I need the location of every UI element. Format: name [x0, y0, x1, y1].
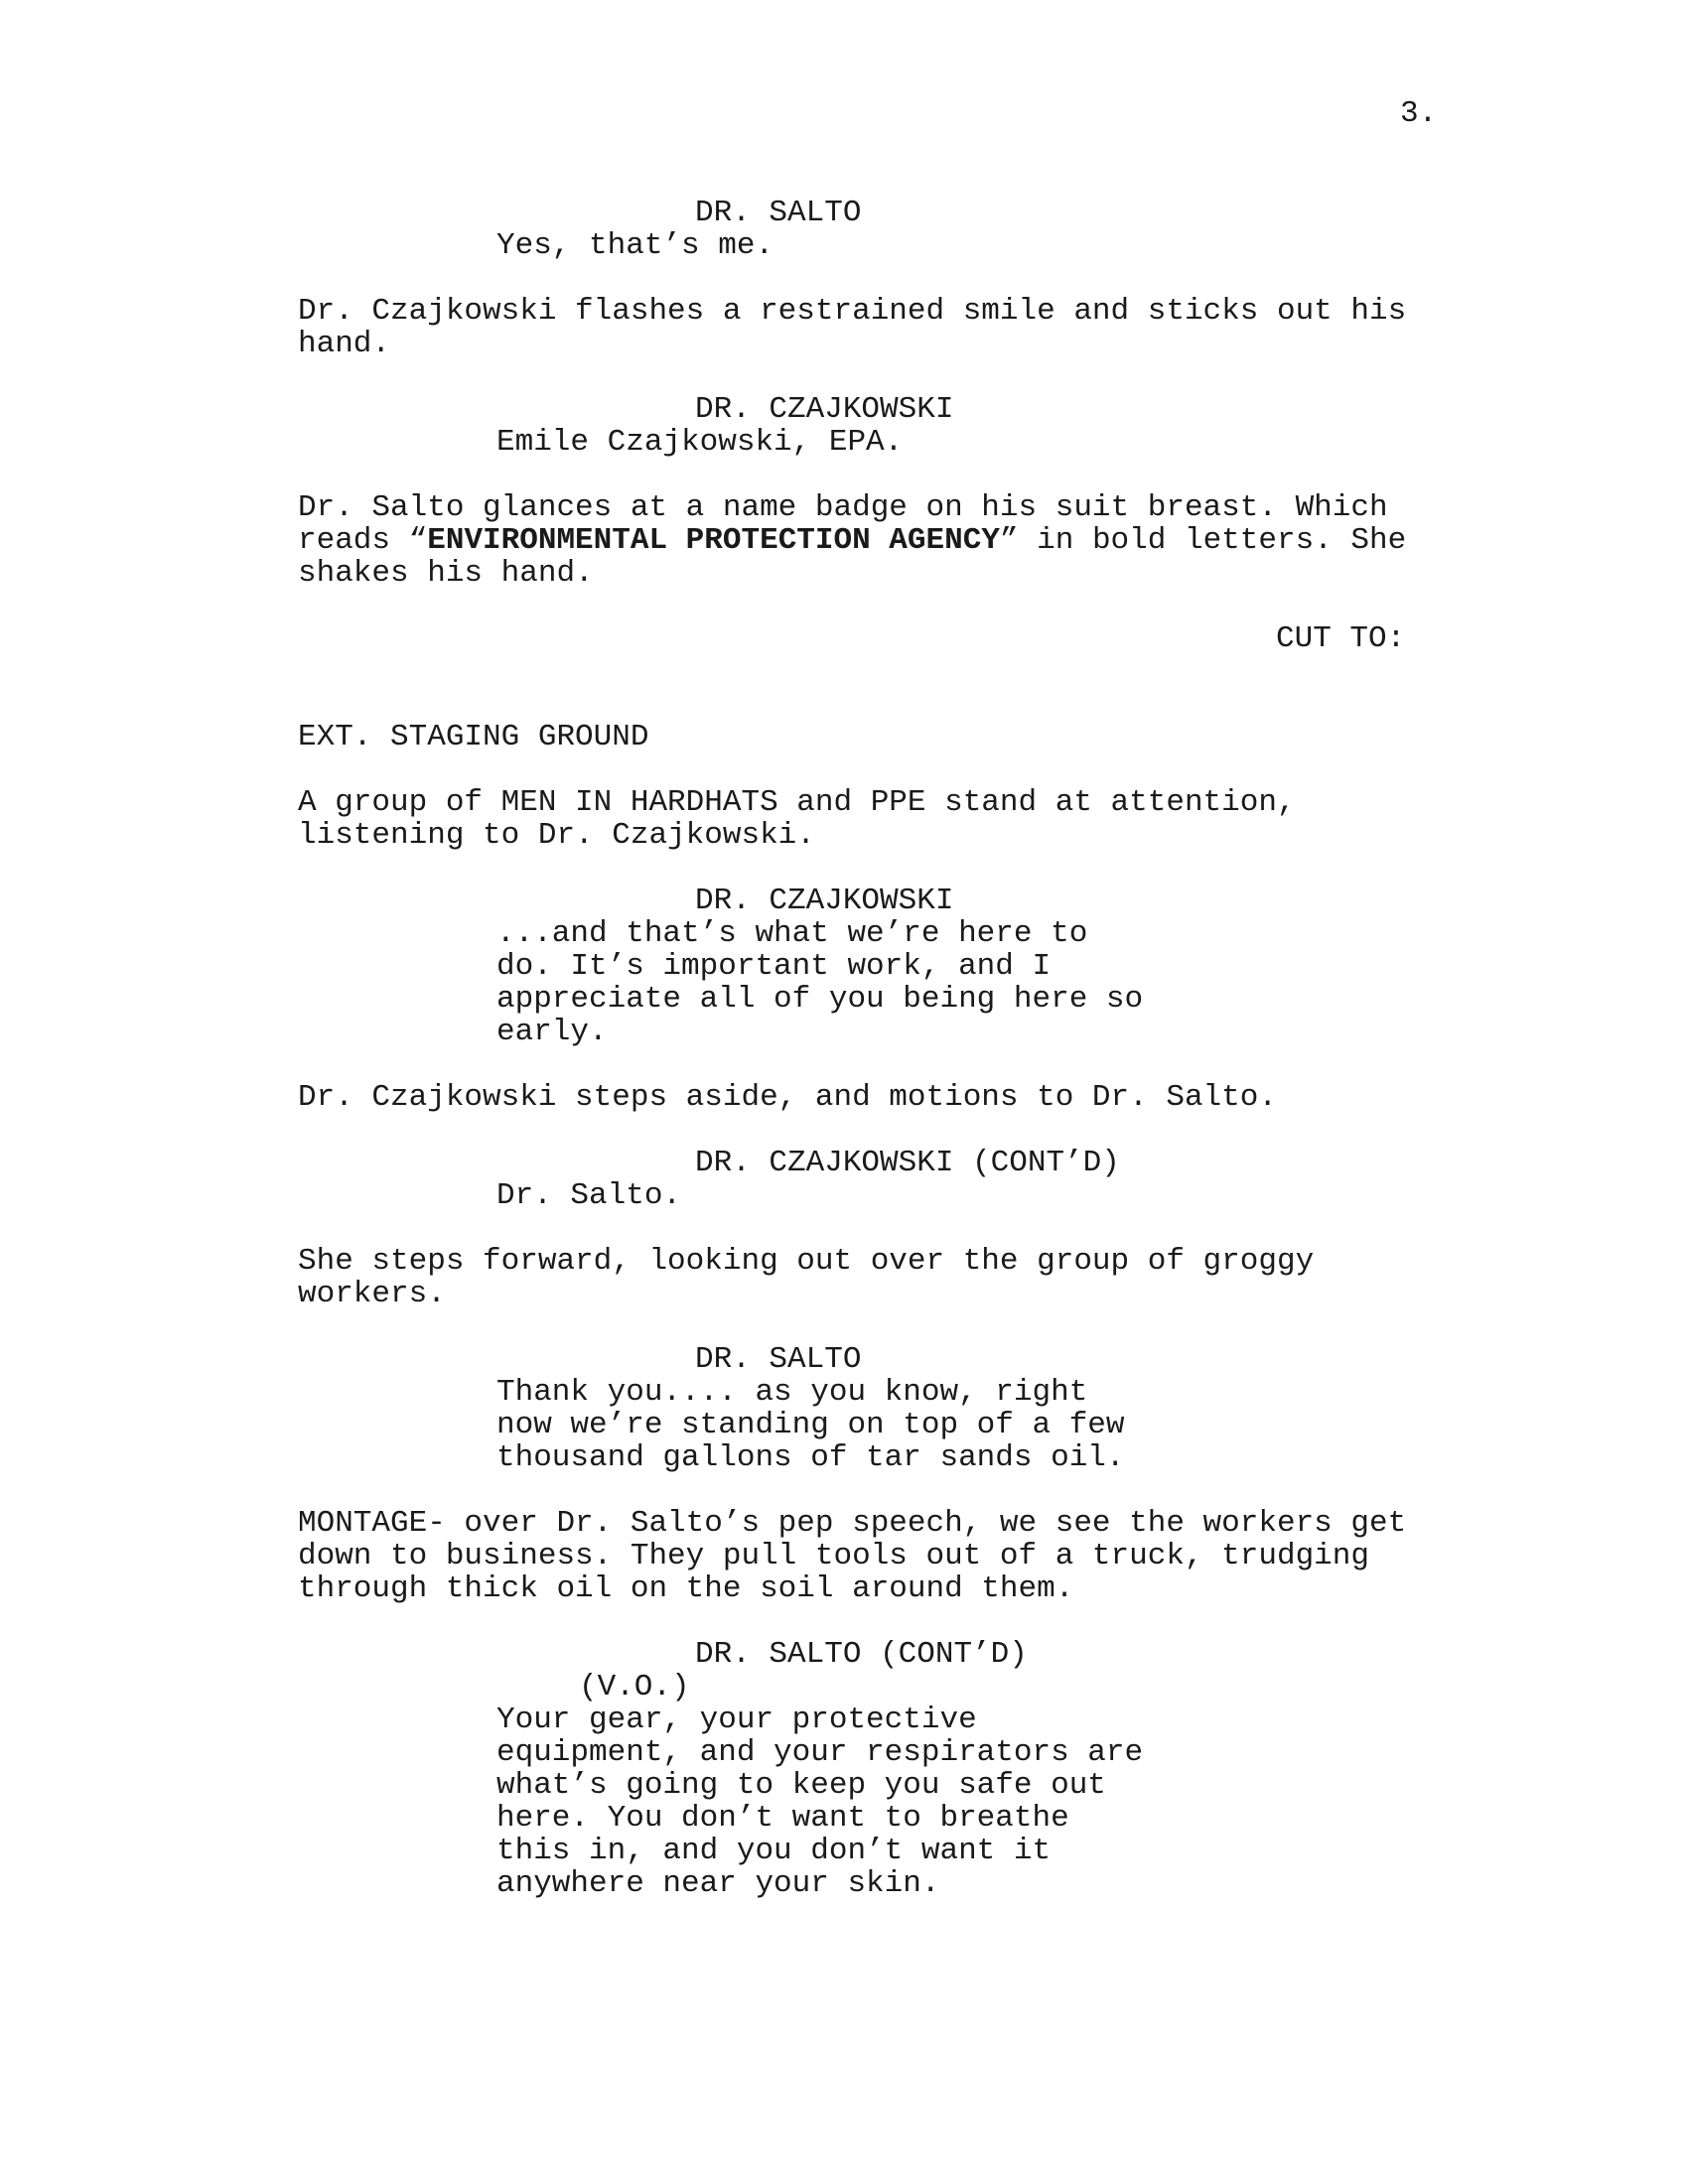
action-line: MONTAGE- over Dr. Salto’s pep speech, we see the workers get down to business. They pull tools out of a truck, trudging through thick oil on the soil around them. [298, 1506, 1407, 1606]
page-number: 3. [1400, 96, 1438, 131]
dialogue: Your gear, your protective equipment, and your respirators are what’s going to keep you safe out here. You don’t want to breathe this in, and you don’t want it anywhere near your skin. [496, 1703, 1144, 1901]
scene-heading: EXT. STAGING GROUND [298, 720, 649, 754]
action-line: Dr. Czajkowski flashes a restrained smile and sticks out his hand. [298, 294, 1407, 361]
character-cue: DR. SALTO [695, 1342, 862, 1377]
action-text: Dr. Salto glances at a name badge on his suit breast. Which reads “ [298, 490, 1388, 558]
action-line: Dr. Czajkowski steps aside, and motions to Dr. Salto. [298, 1080, 1277, 1115]
dialogue: Thank you.... as you know, right now we’re standing on top of a few thousand gallons of tar sands oil. [496, 1375, 1125, 1475]
dialogue: Emile Czajkowski, EPA. [496, 425, 904, 460]
parenthetical: (V.O.) [579, 1670, 690, 1705]
action-bold-text: ENVIRONMENTAL PROTECTION AGENCY [427, 523, 1000, 558]
action-line: She steps forward, looking out over the group of groggy workers. [298, 1244, 1315, 1311]
character-cue: DR. CZAJKOWSKI (CONT’D) [695, 1146, 1120, 1180]
character-cue: DR. SALTO (CONT’D) [695, 1637, 1028, 1672]
character-cue: DR. SALTO [695, 196, 862, 230]
action-text: ” in bold letters. She shakes his hand. [298, 523, 1407, 591]
dialogue: Dr. Salto. [496, 1178, 682, 1213]
dialogue: Yes, that’s me. [496, 228, 774, 263]
action-line [298, 491, 1460, 590]
dialogue: ...and that’s what we’re here to do. It’s important work, and I appreciate all of you being here so early. [496, 916, 1144, 1049]
character-cue: DR. CZAJKOWSKI [695, 884, 954, 918]
screenplay-body [298, 197, 1489, 1900]
action-line: A group of MEN IN HARDHATS and PPE stand at attention, listening to Dr. Czajkowski. [298, 785, 1296, 853]
character-cue: DR. CZAJKOWSKI [695, 392, 954, 427]
transition: CUT TO: [1276, 621, 1406, 656]
